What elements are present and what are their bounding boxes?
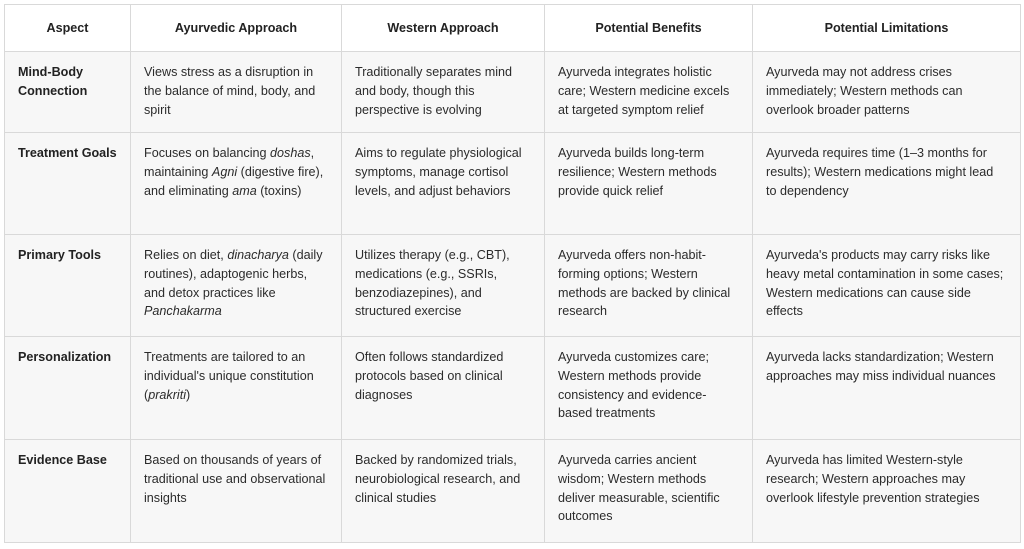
western-cell: Utilizes therapy (e.g., CBT), medications (e.g., SSRIs, benzodiazepines), and structured exercise (342, 235, 545, 337)
table-row (5, 52, 1021, 133)
text-segment: Focuses on balancing (144, 146, 271, 160)
comparison-table (4, 4, 1021, 543)
text-segment: (daily routines), adaptogenic herbs, and detox practices like (144, 248, 323, 300)
benefits-cell: Ayurveda carries ancient wisdom; Western methods deliver measurable, scientific outcomes (545, 440, 753, 543)
ayurvedic-cell: Based on thousands of years of traditional use and observational insights (131, 440, 342, 543)
limitations-cell: Ayurveda has limited Western-style research; Western approaches may overlook lifestyle prevention strategies (753, 440, 1021, 543)
header-potential-limitations: Potential Limitations (753, 5, 1021, 52)
aspect-cell: Primary Tools (5, 235, 131, 337)
table-body (5, 52, 1021, 543)
table-row (5, 440, 1021, 543)
italic-term: doshas (270, 146, 311, 160)
ayurvedic-cell: Views stress as a disruption in the balance of mind, body, and spirit (131, 52, 342, 133)
header-western-approach: Western Approach (342, 5, 545, 52)
text-segment: ) (186, 387, 191, 402)
aspect-cell: Evidence Base (5, 440, 131, 543)
ayurvedic-cell (131, 235, 342, 337)
header-ayurvedic-approach: Ayurvedic Approach (131, 5, 342, 52)
comparison-table-container (4, 4, 1020, 543)
benefits-cell: Ayurveda builds long-term resilience; Western methods provide quick relief (545, 133, 753, 235)
italic-term: Agni (211, 164, 238, 179)
table-row (5, 235, 1021, 337)
text-segment: (digestive fire), and eliminating (144, 164, 324, 198)
benefits-cell: Ayurveda integrates holistic care; Western medicine excels at targeted symptom relief (545, 52, 753, 133)
ayurvedic-cell (131, 337, 342, 440)
italic-term: Panchakarma (144, 304, 222, 319)
ayurvedic-cell (131, 133, 342, 235)
text-segment: , maintaining (144, 146, 315, 179)
limitations-cell: Ayurveda requires time (1–3 months for results); Western medications might lead to dependency (753, 133, 1021, 235)
limitations-cell: Ayurveda's products may carry risks like heavy metal contamination in some cases; Western medications can cause side effects (753, 235, 1021, 337)
table-row (5, 133, 1021, 235)
western-cell: Often follows standardized protocols based on clinical diagnoses (342, 337, 545, 440)
italic-term: dinacharya (227, 248, 289, 262)
aspect-cell: Treatment Goals (5, 133, 131, 235)
header-aspect: Aspect (5, 5, 131, 52)
benefits-cell: Ayurveda offers non-habit-forming options; Western methods are backed by clinical research (545, 235, 753, 337)
italic-term: ama (232, 183, 257, 198)
italic-term: prakriti (148, 387, 186, 402)
text-segment: Treatments are tailored to an individual's unique constitution ( (144, 350, 314, 402)
table-row (5, 337, 1021, 440)
aspect-cell: Mind-Body Connection (5, 52, 131, 133)
western-cell: Aims to regulate physiological symptoms, manage cortisol levels, and adjust behaviors (342, 133, 545, 235)
benefits-cell: Ayurveda customizes care; Western methods provide consistency and evidence-based treatments (545, 337, 753, 440)
header-potential-benefits: Potential Benefits (545, 5, 753, 52)
limitations-cell: Ayurveda lacks standardization; Western approaches may miss individual nuances (753, 337, 1021, 440)
aspect-cell: Personalization (5, 337, 131, 440)
header-row (5, 5, 1021, 52)
table-header (5, 5, 1021, 52)
text-segment: Relies on diet, (144, 248, 228, 262)
text-segment: (toxins) (256, 183, 302, 198)
limitations-cell: Ayurveda may not address crises immediately; Western methods can overlook broader patterns (753, 52, 1021, 133)
western-cell: Backed by randomized trials, neurobiological research, and clinical studies (342, 440, 545, 543)
western-cell: Traditionally separates mind and body, though this perspective is evolving (342, 52, 545, 133)
